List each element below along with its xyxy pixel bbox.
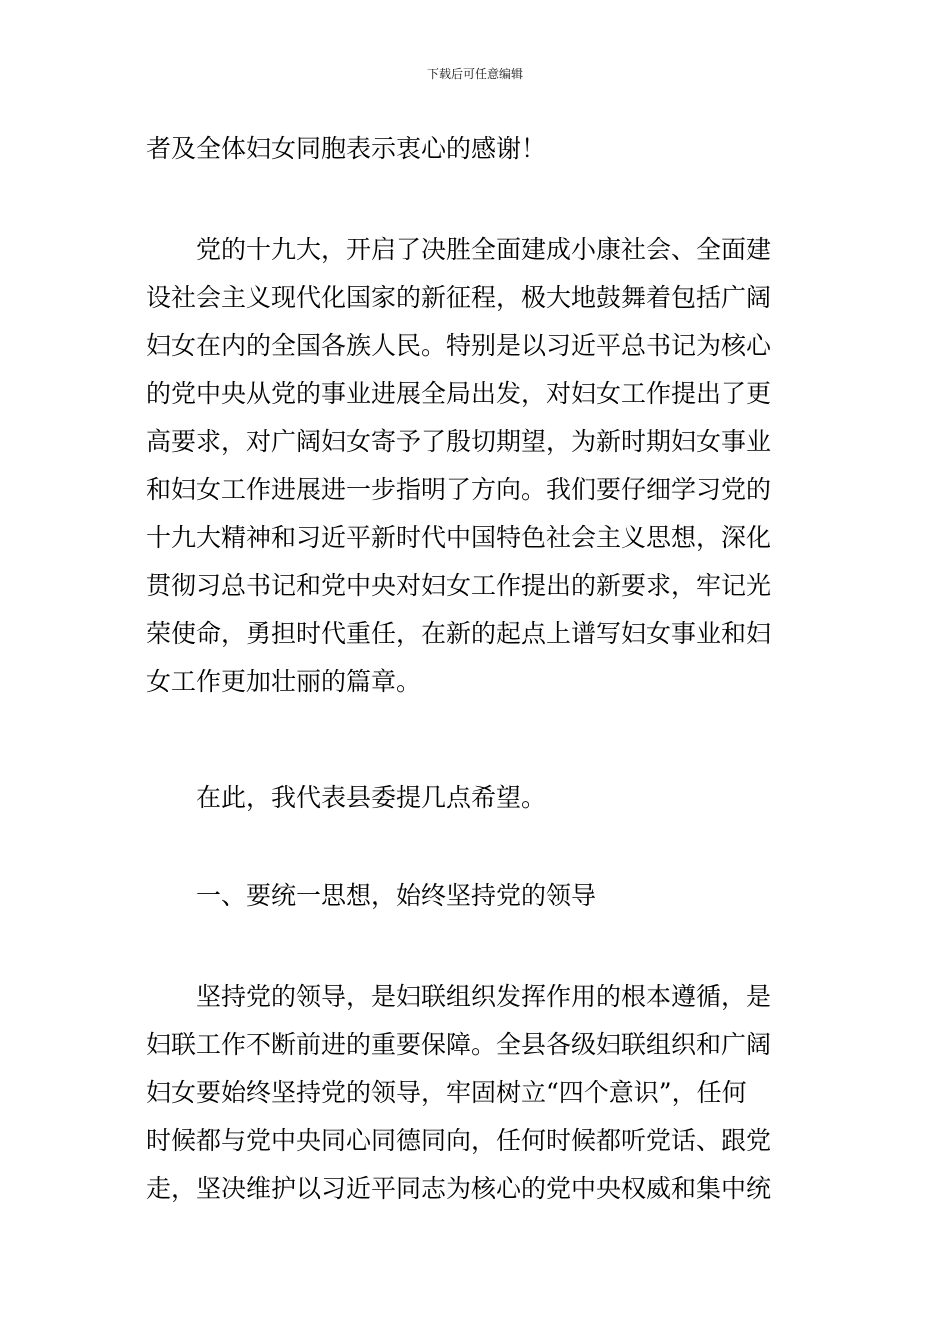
- text-line: 一、要统一思想，始终坚持党的领导: [196, 881, 597, 910]
- page-header: 下载后可任意编辑: [426, 67, 523, 81]
- paragraph-closing-thanks: [146, 125, 806, 173]
- paragraph-hopes-intro: [146, 774, 806, 822]
- text-line: 荣使命，勇担时代重任，在新的起点上谱写妇女事业和妇: [146, 619, 772, 648]
- text-line: 党的十九大，开启了决胜全面建成小康社会、全面建: [196, 235, 772, 264]
- text-line: 女工作更加壮丽的篇章。: [146, 667, 422, 696]
- paragraph-party-leadership: [146, 973, 806, 1213]
- paragraph-nineteenth-congress: [146, 226, 806, 706]
- text-line: 高要求，对广阔妇女寄予了殷切期望，为新时期妇女事业: [146, 427, 772, 456]
- text-line: 走，坚决维护以习近平同志为核心的党中央权威和集中统: [146, 1174, 772, 1203]
- text-line: 和妇女工作进展进一步指明了方向。我们要仔细学习党的: [146, 475, 772, 504]
- text-line: 妇女要始终坚持党的领导，牢固树立“四个意识”，任何: [146, 1078, 747, 1107]
- text-line: 的党中央从党的事业进展全局出发，对妇女工作提出了更: [146, 379, 772, 408]
- text-line: 十九大精神和习近平新时代中国特色社会主义思想，深化: [146, 523, 772, 552]
- text-line: 坚持党的领导，是妇联组织发挥作用的根本遵循，是: [196, 982, 772, 1011]
- section-heading-1: [146, 872, 806, 920]
- text-line: 在此，我代表县委提几点希望。: [196, 783, 547, 812]
- text-line: 贯彻习总书记和党中央对妇女工作提出的新要求，牢记光: [146, 571, 772, 600]
- text-line: 时候都与党中央同心同德同向，任何时候都听党话、跟党: [146, 1126, 772, 1155]
- text-line: 设社会主义现代化国家的新征程，极大地鼓舞着包括广阔: [146, 283, 772, 312]
- text-line: 妇女在内的全国各族人民。特别是以习近平总书记为核心: [146, 331, 772, 360]
- text-line: 者及全体妇女同胞表示衷心的感谢！: [146, 134, 547, 163]
- text-line: 妇联工作不断前进的重要保障。全县各级妇联组织和广阔: [146, 1030, 772, 1059]
